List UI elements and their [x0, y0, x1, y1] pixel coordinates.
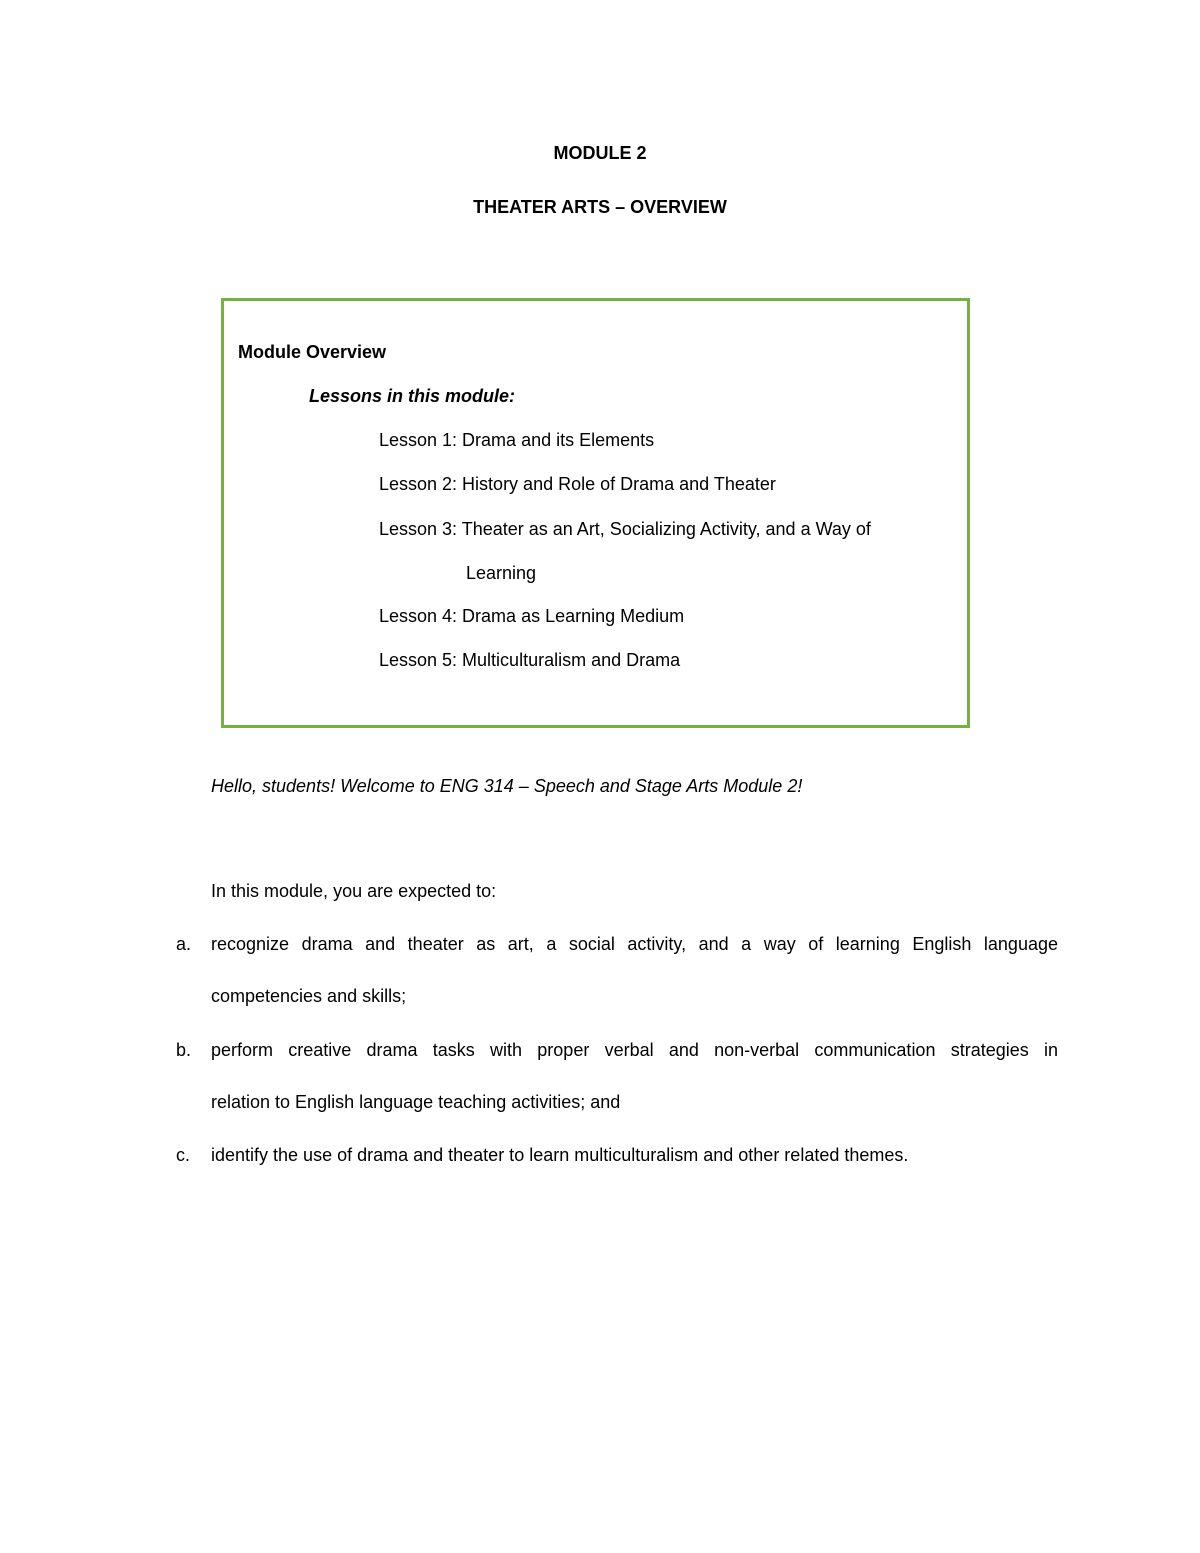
welcome-message: Hello, students! Welcome to ENG 314 – Speech and Stage Arts Module 2! — [211, 776, 803, 796]
objective-text: recognize drama and theater as art, a social activity, and a way of learning English language — [211, 934, 1058, 954]
overview-title: Module Overview — [238, 342, 387, 362]
objective-text-continuation: relation to English language teaching activities; and — [211, 1092, 621, 1112]
objectives-intro: In this module, you are expected to: — [211, 881, 497, 901]
lesson-item: Lesson 2: History and Role of Drama and Theater — [379, 474, 776, 494]
lesson-item: Lesson 3: Theater as an Art, Socializing Activity, and a Way of — [379, 519, 871, 539]
lesson-item-continuation: Learning — [466, 563, 537, 583]
lessons-label: Lessons in this module: — [309, 386, 516, 406]
objective-text-continuation: competencies and skills; — [211, 986, 407, 1006]
lesson-item: Lesson 5: Multiculturalism and Drama — [379, 650, 681, 670]
objective-marker: a. — [176, 934, 192, 954]
lesson-item: Lesson 1: Drama and its Elements — [379, 430, 655, 450]
page-title: MODULE 2 — [553, 143, 647, 163]
objective-marker: c. — [176, 1145, 191, 1165]
objective-text: identify the use of drama and theater to learn multiculturalism and other related themes. — [211, 1145, 909, 1165]
objective-text: perform creative drama tasks with proper verbal and non-verbal communication strategies in — [211, 1040, 1058, 1060]
page-subtitle: THEATER ARTS – OVERVIEW — [473, 197, 727, 217]
lesson-item: Lesson 4: Drama as Learning Medium — [379, 606, 685, 626]
objective-marker: b. — [176, 1040, 192, 1060]
